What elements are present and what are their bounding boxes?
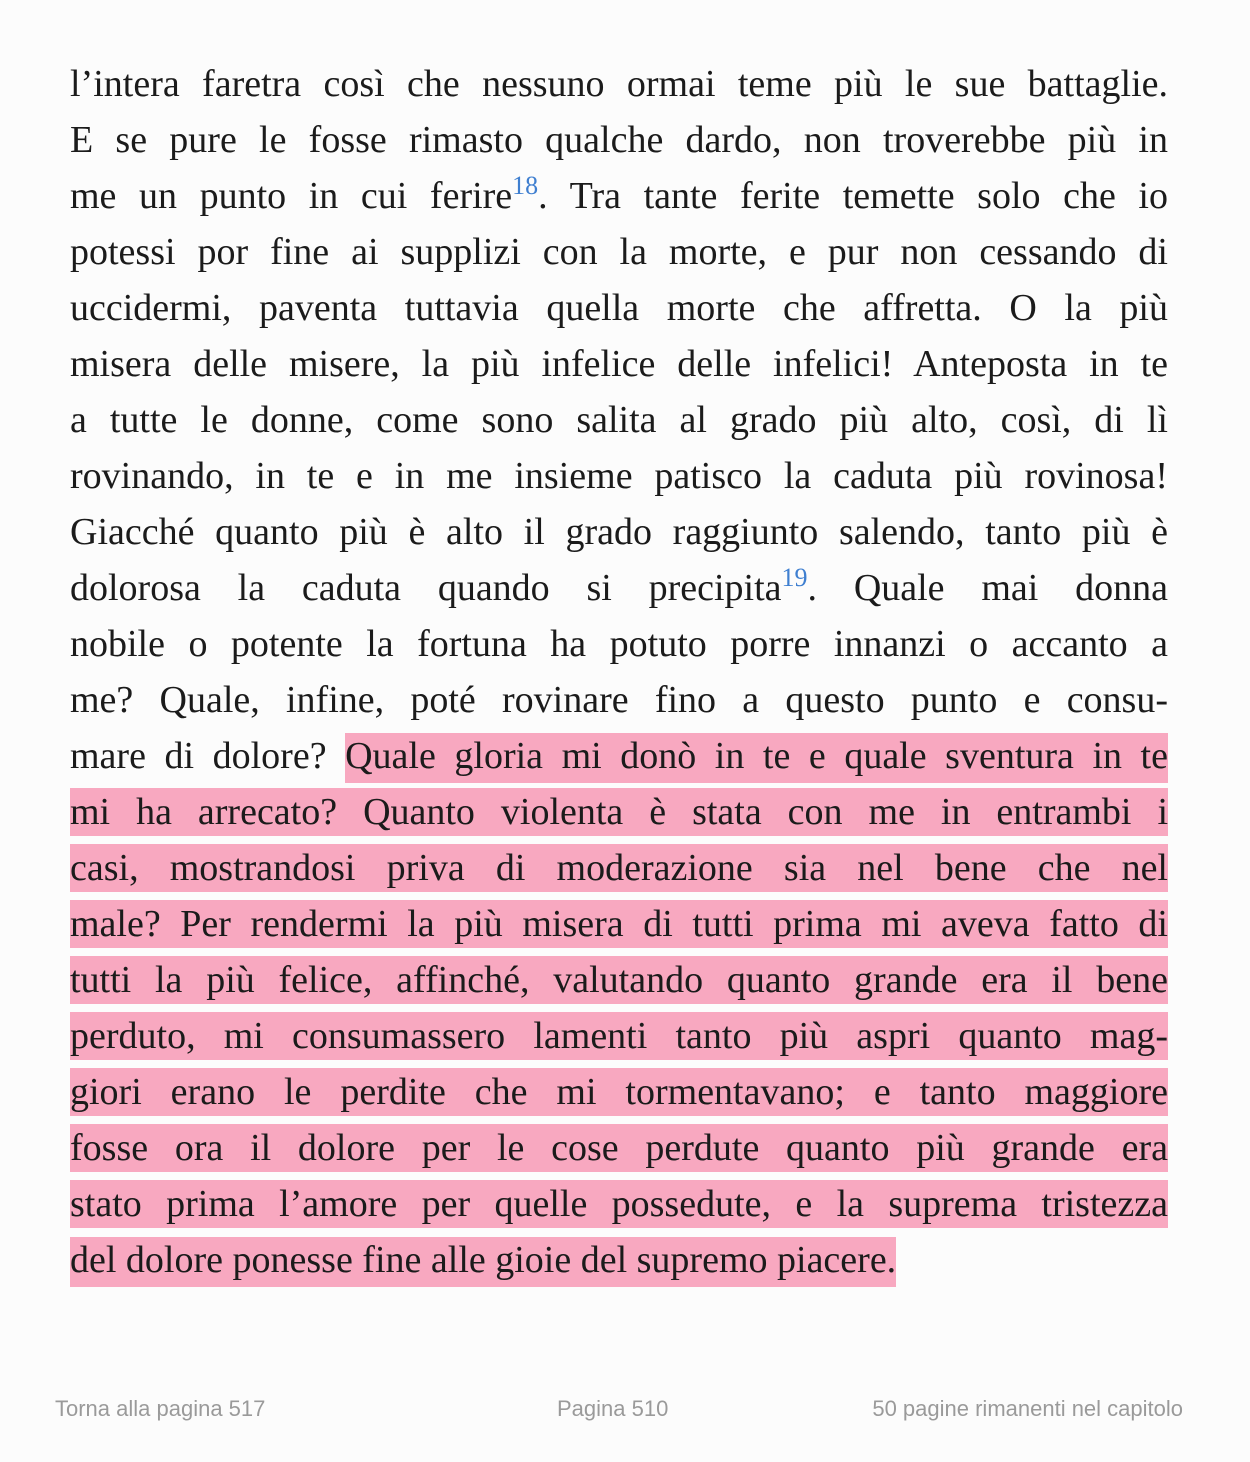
text-line: mare di dolore? Quale gloria mi donò in te e quale sventura in te: [70, 728, 1168, 784]
footnote-link-19[interactable]: 19: [781, 563, 808, 592]
text-line: me un punto in cui ferire$^{18}$. Tra tante ferite temette solo che io: [70, 171, 1168, 217]
highlighted-line[interactable]: giori erano le perdite che mi tormentavano; e tanto maggiore: [70, 1064, 1168, 1120]
text-line: Giacché quanto più è alto il grado raggiunto salendo, tanto più è: [70, 511, 1168, 553]
highlighted-line[interactable]: perduto, mi consumassero lamenti tanto più aspri quanto mag-: [70, 1008, 1168, 1064]
highlighted-passage-start[interactable]: Quale gloria mi donò in te e quale sventura in te: [345, 733, 1168, 783]
highlighted-line[interactable]: fosse ora il dolore per le cose perdute quanto più grande era: [70, 1120, 1168, 1176]
highlighted-line[interactable]: mi ha arrecato? Quanto violenta è stata con me in entrambi i: [70, 784, 1168, 840]
text-line: a tutte le donne, come sono salita al grado più alto, così, di lì: [70, 399, 1168, 441]
footnote-link-18[interactable]: 18: [512, 171, 539, 200]
highlighted-line[interactable]: stato prima l’amore per quelle possedute, e la suprema tristezza: [70, 1176, 1168, 1232]
text-line: potessi por fine ai supplizi con la morte, e pur non cessando di: [70, 231, 1168, 273]
text-line: uccidermi, paventa tuttavia quella morte che affretta. O la più: [70, 287, 1168, 329]
text-line: dolorosa la caduta quando si precipita$^{19}$. Quale mai donna: [70, 563, 1168, 609]
text-line: E se pure le fosse rimasto qualche dardo, non troverebbe più in: [70, 119, 1168, 161]
text-line: rovinando, in te e in me insieme patisco la caduta più rovinosa!: [70, 455, 1168, 497]
back-to-page-link[interactable]: Torna alla pagina 517: [55, 1396, 266, 1421]
text-line: misera delle misere, la più infelice delle infelici! Anteposta in te: [70, 343, 1168, 385]
highlighted-line[interactable]: male? Per rendermi la più misera di tutti prima mi aveva fatto di: [70, 896, 1168, 952]
highlighted-line-end[interactable]: del dolore ponesse fine alle gioie del supremo piacere.: [70, 1232, 1168, 1288]
highlighted-line[interactable]: casi, mostrandosi priva di moderazione sia nel bene che nel: [70, 840, 1168, 896]
text-line: me? Quale, infine, poté rovinare fino a questo punto e consu-: [70, 679, 1168, 721]
highlighted-line[interactable]: tutti la più felice, affinché, valutando quanto grande era il bene: [70, 952, 1168, 1008]
pages-remaining: 50 pagine rimanenti nel capitolo: [872, 1396, 1183, 1421]
text-line: nobile o potente la fortuna ha potuto porre innanzi o accanto a: [70, 623, 1168, 665]
reader-footer: [0, 1396, 1250, 1428]
book-page-text: [70, 56, 1168, 1288]
page-number: Pagina 510: [557, 1396, 669, 1421]
text-line: l’intera faretra così che nessuno ormai teme più le sue battaglie.: [70, 63, 1168, 105]
